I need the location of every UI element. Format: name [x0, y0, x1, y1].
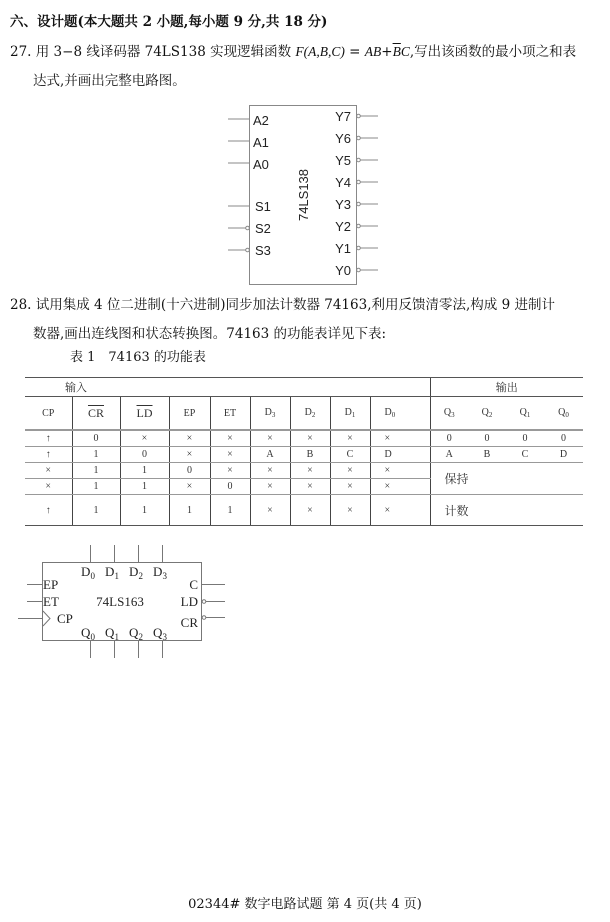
table-cell: 1 [210, 495, 250, 526]
pin-subscript: 1 [114, 571, 119, 581]
header-text: CP [42, 407, 55, 419]
table-cell: 1 [72, 479, 120, 495]
inversion-bubble-y3 [357, 202, 361, 206]
table-caption: 表 1 74163 的功能表 [70, 350, 206, 365]
header-subscript: 0 [391, 411, 396, 419]
inversion-bubble-cr [202, 616, 206, 620]
inversion-bubble-y0 [357, 268, 361, 272]
pin-label-ep: EP [43, 577, 59, 592]
func-b-bar: $\overline{B}$ [392, 44, 401, 59]
pin-label-y5: Y5 [335, 153, 351, 168]
pin-subscript: 2 [138, 632, 143, 642]
pin-label-a1: A1 [253, 135, 269, 150]
table-cell: A [250, 447, 290, 463]
func-plus: + [381, 44, 393, 60]
q27-prefix: 27. 用 3−8 线译码器 74LS138 实现逻辑函数 [10, 44, 296, 60]
table-cell: × [250, 495, 290, 526]
table-cell: × [210, 430, 250, 447]
table-cell: 1 [72, 447, 120, 463]
table-cell: × [250, 430, 290, 447]
question-27-line2: 达式,并画出完整电路图。 [33, 73, 186, 89]
func-lhs: F(A,B,C) [295, 44, 345, 59]
table-cell: × [330, 463, 370, 479]
table-cell: 0 [72, 430, 120, 447]
column-header [210, 397, 250, 431]
header-text: Q [481, 407, 489, 418]
pin-label-a2: A2 [253, 113, 269, 128]
inversion-bubble-s3 [246, 248, 250, 252]
table-cell: ↑ [25, 495, 72, 526]
header-group-outputs: 输出 [430, 378, 583, 397]
table-cell: × [330, 495, 370, 526]
inversion-bubble-y2 [357, 224, 361, 228]
pin-label-s2: S2 [255, 221, 271, 236]
column-header [169, 397, 210, 431]
pin-label-s1: S1 [255, 199, 271, 214]
header-text: D [264, 407, 272, 418]
table-cell: 0 [210, 479, 250, 495]
header-subscript: 1 [351, 411, 356, 419]
inversion-bubble-y5 [357, 158, 361, 162]
column-header [370, 397, 430, 431]
header-text: Q [558, 407, 566, 418]
inversion-bubble-y1 [357, 246, 361, 250]
table-cell: A [430, 447, 468, 463]
table-cell: 1 [120, 479, 169, 495]
column-header [544, 397, 583, 431]
table-cell: C [506, 447, 544, 463]
pin-label-et: ET [43, 594, 59, 609]
table-cell: × [290, 495, 330, 526]
pin-letter: Q [153, 625, 163, 640]
pin-label-d0 [81, 564, 95, 581]
header-text: Q [443, 407, 452, 418]
counter-74ls163-diagram [10, 540, 240, 665]
table-cell: 1 [120, 463, 169, 479]
pin-letter: Q [81, 625, 91, 640]
pin-letter: Q [129, 625, 139, 640]
pin-label-q3 [153, 625, 167, 642]
table-cell: × [120, 430, 169, 447]
column-header [290, 397, 330, 431]
pin-label-y7: Y7 [335, 109, 351, 124]
inversion-bubble-y4 [357, 180, 361, 184]
pin-subscript: 0 [90, 571, 95, 581]
pin-label-y6: Y6 [335, 131, 351, 146]
header-subscript: 2 [488, 411, 493, 419]
pin-label-d3 [153, 564, 167, 581]
table-cell: 0 [169, 463, 210, 479]
func-c: C [400, 44, 410, 59]
table-cell: ↑ [25, 447, 72, 463]
pin-label-c: C [189, 577, 198, 592]
table-cell: 1 [72, 495, 120, 526]
table-cell: B [290, 447, 330, 463]
pin-label-ld: LD [180, 594, 198, 609]
table-cell: × [25, 463, 72, 479]
table-cell: × [169, 479, 210, 495]
table-cell: × [370, 495, 430, 526]
pin-letter: D [153, 564, 163, 579]
header-group-inputs: 输入 [25, 378, 430, 397]
table-cell: × [290, 479, 330, 495]
func-term1: AB [364, 44, 382, 59]
page-footer: 02344# 数字电路试题 第 4 页(共 4 页) [188, 897, 422, 912]
table-cell: × [25, 479, 72, 495]
header-text: D [344, 407, 352, 418]
pin-subscript: 0 [90, 632, 95, 642]
question-28-line1: 28. 试用集成 4 位二进制(十六进制)同步加法计数器 74163,利用反馈清零法,构成 9 进制计 [10, 297, 555, 313]
inversion-bubble-y7 [357, 114, 361, 118]
pin-subscript: 3 [162, 632, 167, 642]
table-cell: × [169, 447, 210, 463]
table-cell: ↑ [25, 430, 72, 447]
header-text: Q [519, 407, 527, 418]
chip-name-74ls138: 74LS138 [296, 168, 311, 222]
table-cell: 0 [468, 430, 506, 447]
column-header [330, 397, 370, 431]
header-text: D [384, 407, 392, 418]
pin-label-cp: CP [57, 611, 73, 626]
header-subscript: 2 [311, 411, 316, 419]
pin-label-d2 [129, 564, 143, 581]
table-cell: × [210, 463, 250, 479]
table-cell: 0 [544, 430, 583, 447]
column-header [120, 397, 169, 431]
pin-label-y2: Y2 [335, 219, 351, 234]
chip-name-74ls163: 74LS163 [96, 594, 144, 609]
pin-letter: Q [105, 625, 115, 640]
table-cell: D [370, 447, 430, 463]
table-cell: B [468, 447, 506, 463]
pin-label-d1 [105, 564, 119, 581]
output-count: 计数 [430, 495, 583, 526]
clock-triangle-icon [43, 611, 50, 626]
column-header [250, 397, 290, 431]
decoder-74ls138-diagram [220, 100, 390, 290]
column-header [506, 397, 544, 431]
table-cell: × [290, 430, 330, 447]
header-subscript: 3 [451, 411, 455, 419]
inversion-bubble-ld [202, 600, 206, 604]
table-cell: × [210, 447, 250, 463]
q27-suffix: ,写出该函数的最小项之和表 [409, 44, 577, 60]
table-cell: × [330, 479, 370, 495]
header-text: $\overline{LD}$ [136, 405, 153, 420]
section-title: 六、设计题(本大题共 2 小题,每小题 9 分,共 18 分) [10, 14, 328, 30]
pin-label-q1 [105, 625, 119, 642]
table-cell: × [330, 430, 370, 447]
table-cell: 1 [72, 463, 120, 479]
table-cell: 0 [120, 447, 169, 463]
output-hold: 保持 [430, 463, 583, 495]
table-cell: × [290, 463, 330, 479]
func-eq: = [344, 44, 365, 60]
table-cell: × [370, 463, 430, 479]
pin-label-q2 [129, 625, 143, 642]
column-header [72, 397, 120, 431]
pin-letter: D [81, 564, 91, 579]
pin-letter: D [105, 564, 115, 579]
table-cell: 0 [506, 430, 544, 447]
header-text: $\overline{CR}$ [87, 405, 104, 420]
header-subscript: 0 [565, 411, 569, 419]
inversion-bubble-y6 [357, 136, 361, 140]
column-header [430, 397, 468, 431]
table-cell: C [330, 447, 370, 463]
pin-subscript: 3 [162, 571, 167, 581]
header-text: EP [183, 407, 196, 419]
table-cell: × [370, 430, 430, 447]
column-header [468, 397, 506, 431]
pin-label-y3: Y3 [335, 197, 351, 212]
question-27-line1 [10, 40, 576, 60]
table-cell: 0 [430, 430, 468, 447]
inversion-bubble-s2 [246, 226, 250, 230]
pin-label-s3: S3 [255, 243, 271, 258]
table-cell: × [250, 463, 290, 479]
pin-label-a0: A0 [253, 157, 269, 172]
pin-label-cr: CR [180, 615, 198, 630]
pin-label-q0 [81, 625, 95, 642]
table-cell: 1 [169, 495, 210, 526]
table-cell: 1 [120, 495, 169, 526]
header-subscript: 1 [526, 411, 531, 419]
header-subscript: 3 [271, 411, 276, 419]
question-28-line2: 数器,画出连线图和状态转换图。74163 的功能表详见下表: [33, 326, 387, 342]
pin-subscript: 2 [138, 571, 143, 581]
function-table-74163 [25, 377, 583, 526]
pin-label-y4: Y4 [335, 175, 351, 190]
column-header [25, 397, 72, 431]
pin-label-y0: Y0 [335, 263, 351, 278]
pin-letter: D [129, 564, 139, 579]
pin-label-y1: Y1 [335, 241, 351, 256]
header-text: ET [223, 407, 237, 419]
table-cell: × [370, 479, 430, 495]
table-cell: × [169, 430, 210, 447]
table-cell: D [544, 447, 583, 463]
header-text: D [304, 407, 312, 418]
pin-subscript: 1 [114, 632, 119, 642]
table-cell: × [250, 479, 290, 495]
